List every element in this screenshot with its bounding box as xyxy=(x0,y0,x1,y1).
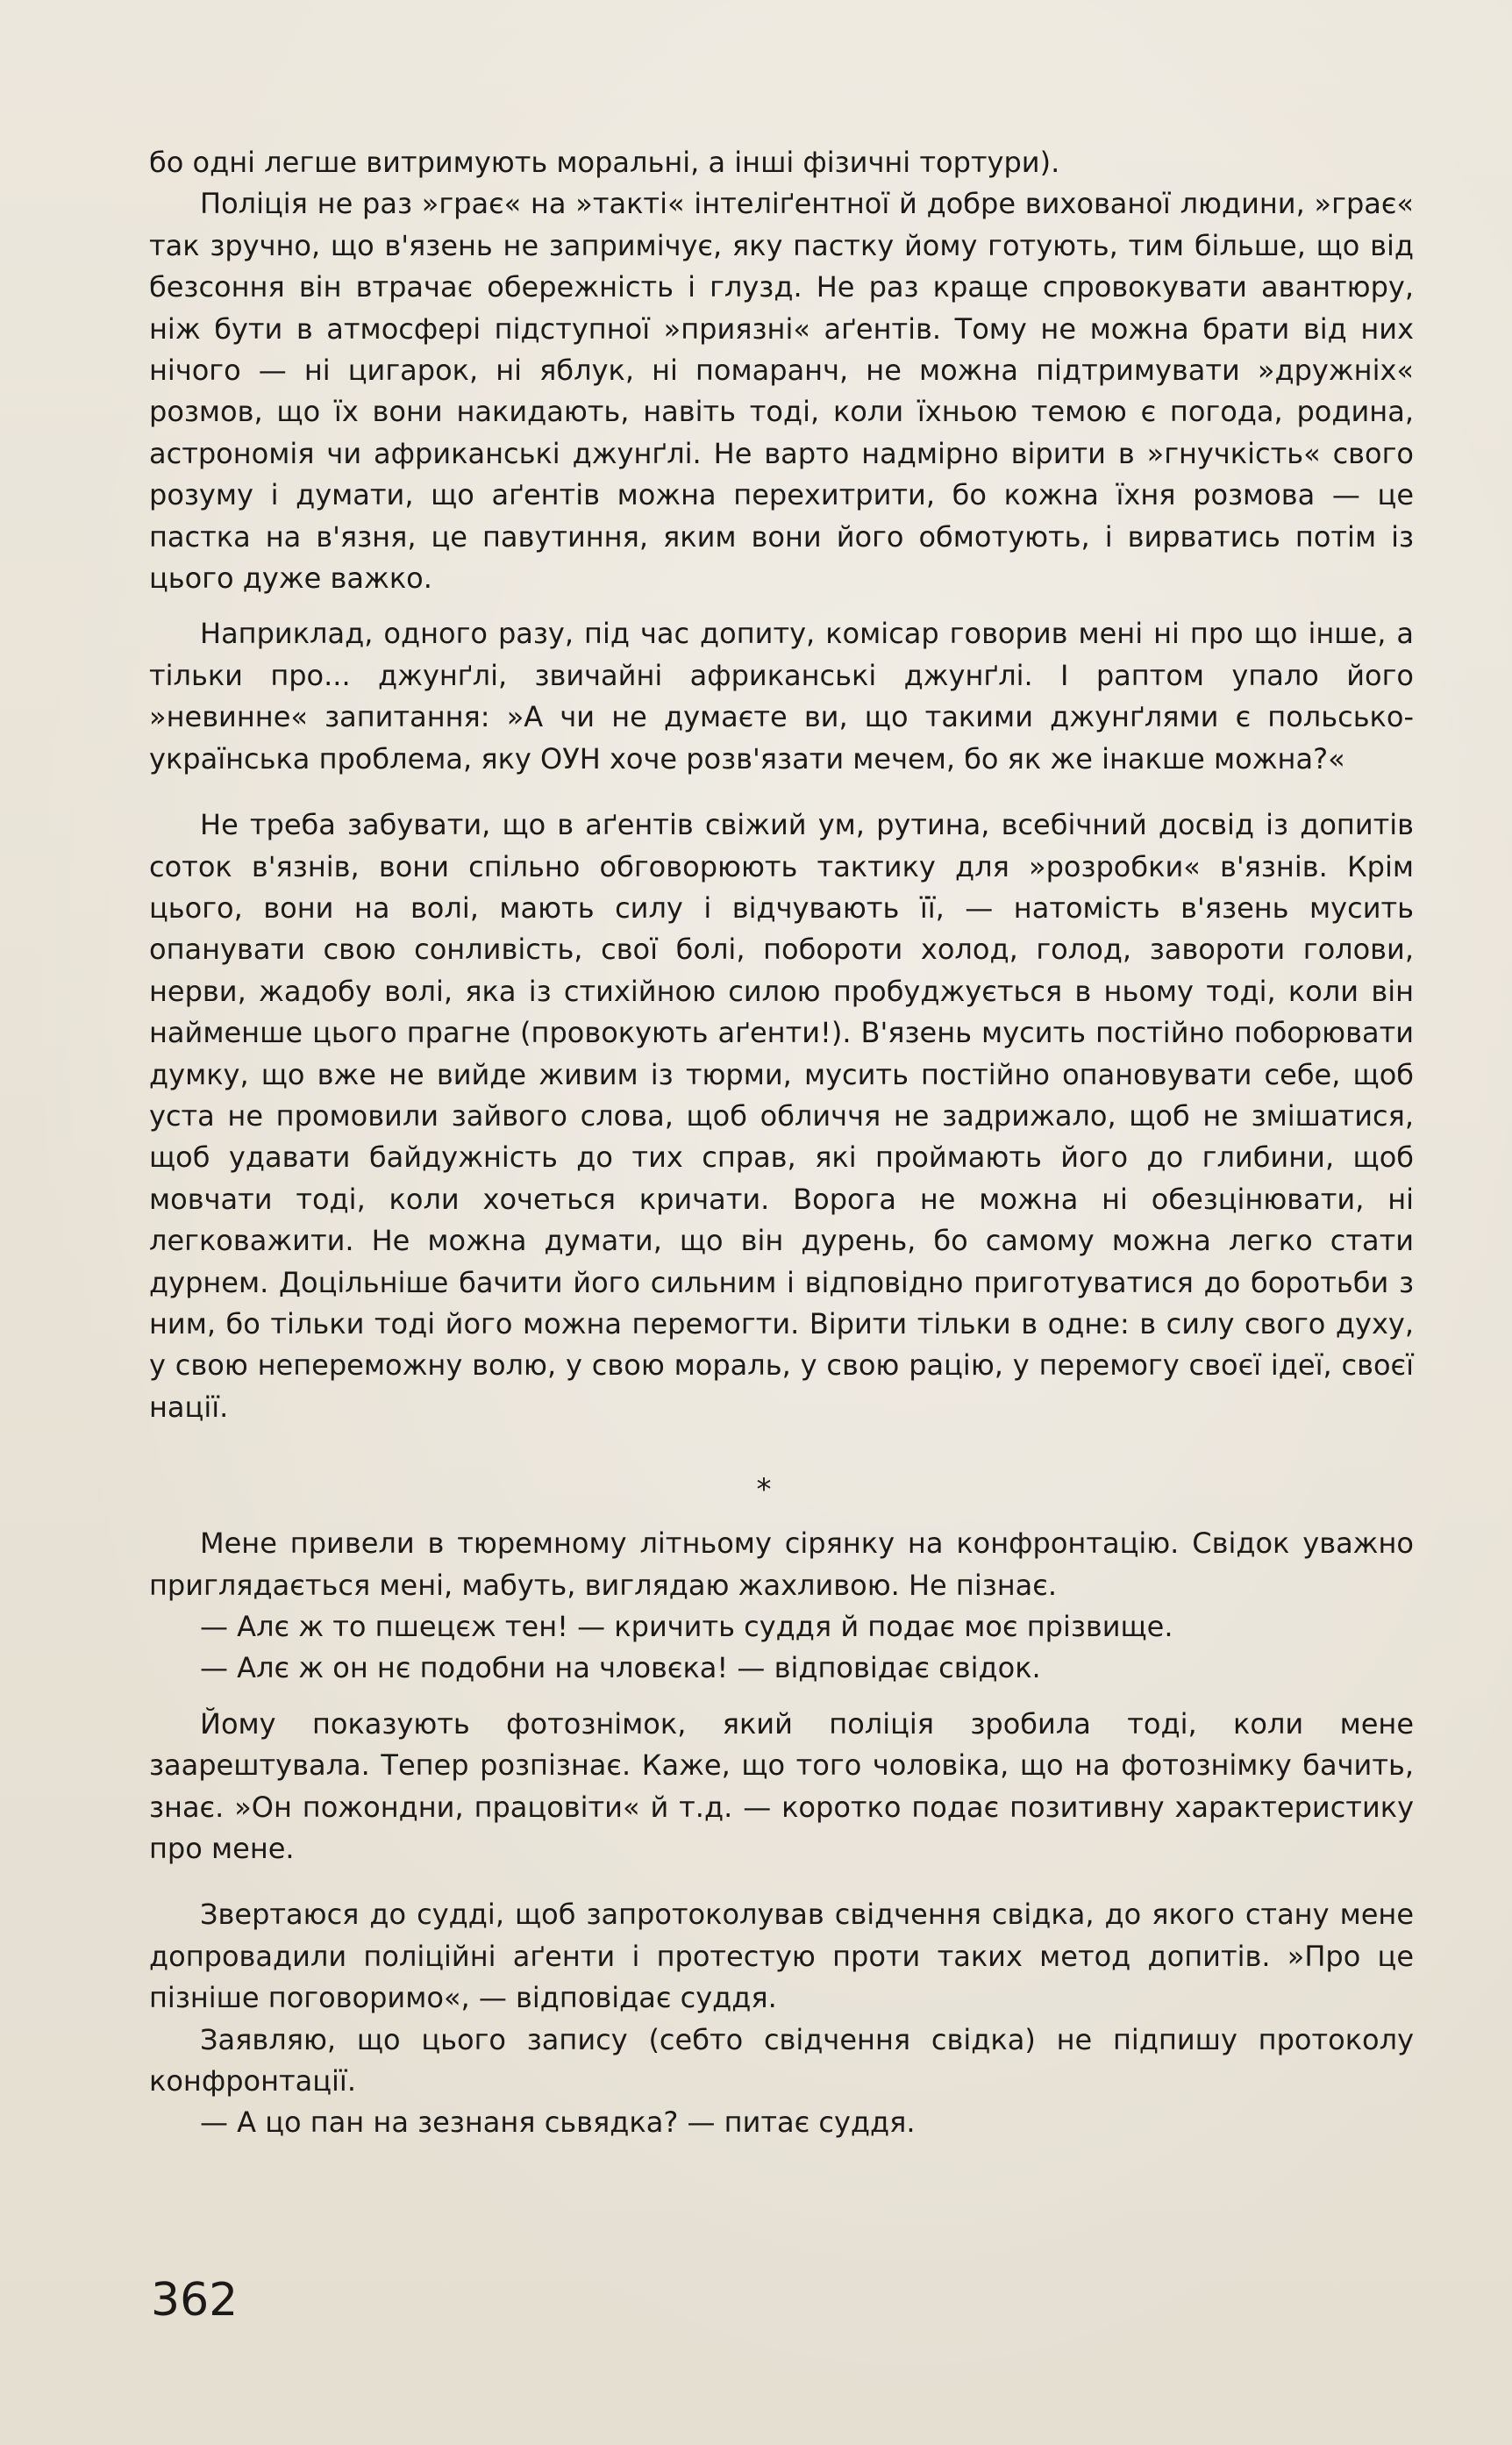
page-text xyxy=(149,142,1414,2144)
paragraph-agents-advantage: Не треба забувати, що в аґентів свіжий ум, рутина, всебічний досвід із допитів соток в'язнів, вони спільно обговорюють тактику для »розробки« в'язнів. Крім цього, вони на волі, мають силу і відчувають її, — натомість в'язень мусить опанувати свою сонливість, свої болі, побороти холод, голод, завороти голови, нерви, жадобу волі, яка із стихійною силою пробуджується в ньому тоді, коли він найменше цього прагне (провокують аґенти!). В'язень мусить постійно поборювати думку, що вже не вийде живим із тюрми, мусить постійно опановувати себе, щоб уста не промовили зайвого слова, щоб обличчя не задрижало, щоб не змішатися, щоб удавати байдужність до тих справ, які проймають його до глибини, щоб мовчати тоді, коли хочеться кричати. Ворога не можна ні обезцінювати, ні легковажити. Не можна думати, що він дурень, бо самому можна легко стати дурнем. Доцільніше бачити його сильним і відповідно приготуватися до боротьби з ним, бо тільки тоді його можна перемогти. Вірити тільки в одне: в силу свого духу, у свою непереможну волю, у свою мораль, у свою рацію, у перемогу своєї ідеї, своєї нації. xyxy=(149,808,1414,1424)
paragraph-confrontation: Мене привели в тюремному літньому сірянку на конфронтацію. Свідок уважно приглядається мені, мабуть, виглядаю жахливою. Не пізнає. xyxy=(149,1526,1414,1602)
paragraph-protest: Звертаюся до судді, щоб запротоколував свідчення свідка, до якого стану мене допровадили поліційні аґенти і протестую проти таких метод допитів. »Про це пізніше поговоримо«, — відповідає суддя. xyxy=(149,1898,1414,2015)
dialogue-witness: — Алє ж он нє подобни на чловєка! — відповідає свідок. xyxy=(200,1651,1041,1685)
dialogue-judge: — Алє ж то пшецєж тен! — кричить суддя й подає моє прізвище. xyxy=(200,1610,1173,1643)
section-divider-asterisk: * xyxy=(756,1472,772,1508)
paragraph-1: бо одні легше витримують моральні, а інші фізичні тортури). xyxy=(149,146,1060,179)
paragraph-jungle-example: Наприклад, одного разу, під час допиту, комісар говорив мені ні про що інше, а тільки про... джунґлі, звичайні африканські джунґлі. І раптом упало його »невинне« запитання: »А чи не думаєте ви, що такими джунґлями є польсько-українська проблема, яку ОУН хоче розв'язати мечем, бо як же інакше можна?« xyxy=(149,617,1414,776)
paragraph-refuse-sign: Заявляю, що цього запису (себто свідчення свідка) не підпишу протоколу конфронтації. xyxy=(149,2022,1414,2098)
page-number: 362 xyxy=(151,2274,239,2327)
paragraph-photo: Йому показують фотознімок, який поліція зробила тоді, коли мене заарештувала. Тепер розпізнає. Каже, що того чоловіка, що на фотознімку бачить, знає. »Он пожондни, працовіти« й т.д. — коротко подає позитивну характеристику про мене. xyxy=(149,1706,1414,1866)
dialogue-judge-question: — А цо пан на зезнаня сьвядка? — питає суддя. xyxy=(200,2105,916,2140)
paragraph-police-tact: Поліція не раз »грає« на »такті« інтеліґентної й добре вихованої людини, »грає« так зручно, що в'язень не запримічує, яку пастку йому готують, тим більше, що від безсоння він втрачає обережність і глузд. Не раз краще спровокувати авантюру, ніж бути в атмосфері підступної »приязні« аґентів. Тому не можна брати від них нічого — ні цигарок, ні яблук, ні помаранч, не можна підтримувати »дружніх« розмов, що їх вони накидають, навіть тоді, коли їхньою темою є погода, родина, астрономія чи африканські джунґлі. Не варто надмірно вірити в »гнучкість« свого розуму і думати, що аґентів можна перехитрити, бо кожна їхня розмова — це пастка на в'язня, це павутиння, яким вони його обмотують, і вирватись потім із цього дуже важко. xyxy=(149,187,1414,596)
